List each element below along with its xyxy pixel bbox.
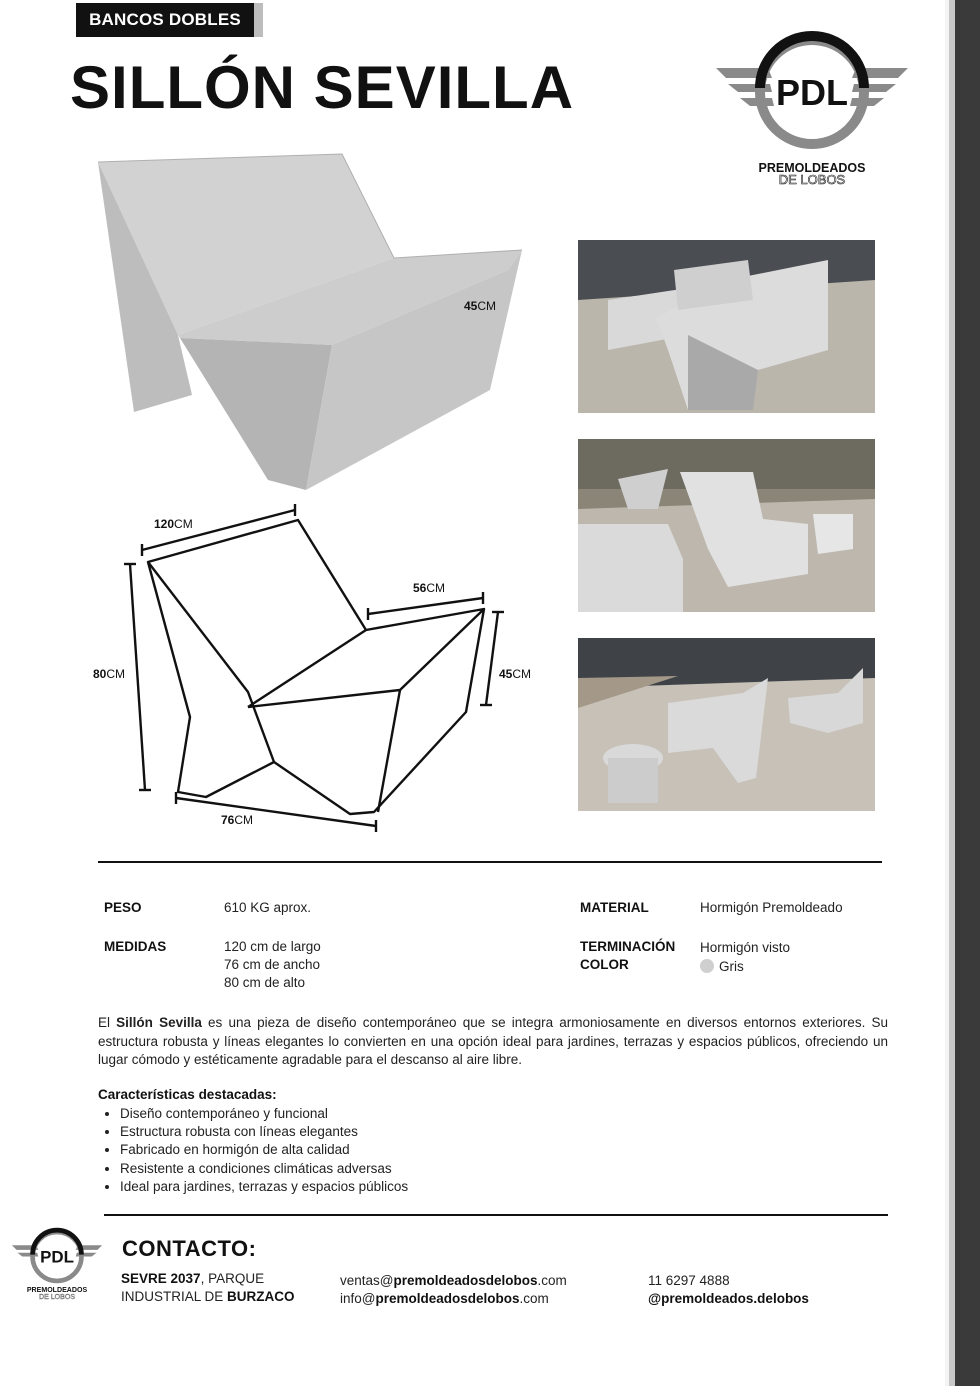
address-city: BURZACO [227, 1289, 295, 1304]
divider-top [98, 861, 882, 863]
feature-item: • Ideal para jardines, terrazas y espacios públicos [120, 1178, 408, 1196]
logo-brand-line1: PREMOLDEADOS [758, 161, 866, 175]
desc-text: es una pieza de diseño contemporáneo que se integra armoniosamente en diversos entornos exteriores. Su estructura robusta y líneas elegantes lo convierten en una opción ideal para jardines, terrazas y espacios públicos, ofreciendo un lugar cómodo y estéticamente agradable para el descanso al aire libre. [98, 1015, 888, 1067]
dim-seat-height-unit: CM [512, 667, 532, 681]
address-line1 [121, 1270, 264, 1288]
svg-text:45CM [464, 299, 496, 313]
feature-item: • Resistente a condiciones climáticas adversas [120, 1160, 408, 1178]
dim-height-unit: CM [106, 667, 126, 681]
phone-number[interactable]: 11 6297 4888 [648, 1273, 730, 1288]
contact-title: CONTACTO: [122, 1236, 257, 1261]
svg-text:45CM [499, 667, 531, 681]
email-sales[interactable] [340, 1272, 567, 1290]
desc-product-name: Sillón Sevilla [116, 1015, 202, 1030]
email-info-domain: premoldeadosdelobos [375, 1291, 520, 1306]
feature-item: • Estructura robusta con líneas elegantes [120, 1123, 408, 1141]
color-value-row [700, 958, 744, 976]
address-prefix: INDUSTRIAL DE [121, 1289, 228, 1304]
contact-logo-brand-line1: PREMOLDEADOS [26, 1287, 88, 1295]
logo-brand-line2: DE LOBOS [778, 172, 846, 187]
dim-depth-unit: CM [426, 581, 446, 595]
material-label: MATERIAL [580, 900, 649, 915]
dim-length-unit: CM [174, 517, 193, 531]
product-photo [92, 150, 528, 495]
color-value: Gris [719, 959, 744, 974]
features-list [98, 1105, 408, 1196]
email-sales-domain: premoldeadosdelobos [393, 1273, 538, 1288]
email-sales-tld: .com [537, 1273, 567, 1288]
material-value: Hormigón Premoldeado [700, 900, 843, 915]
address-line2 [121, 1288, 295, 1306]
svg-text:80CM [93, 667, 125, 681]
photo-dim-value: 45 [464, 299, 478, 313]
finish-value: Hormigón visto [700, 940, 791, 955]
email-info-user: info@ [340, 1291, 376, 1306]
category-badge-edge [254, 3, 263, 37]
product-description [98, 1014, 888, 1070]
color-label: COLOR [580, 957, 629, 972]
email-info-tld: .com [519, 1291, 549, 1306]
svg-text:120CM [154, 517, 193, 531]
feature-item: • Diseño contemporáneo y funcional [120, 1105, 408, 1123]
measures-label: MEDIDAS [104, 939, 167, 954]
gallery-photo-1 [578, 240, 875, 413]
features-title: Características destacadas: [98, 1087, 277, 1102]
logo-text: PDL [776, 72, 848, 113]
dim-width-unit: CM [234, 813, 254, 827]
measures-length: 120 cm de largo [224, 939, 321, 954]
contact-logo [10, 1225, 104, 1303]
svg-text:76CM [221, 813, 253, 827]
dim-seat-height-value: 45 [499, 667, 513, 681]
contact-logo-text: PDL [40, 1247, 74, 1267]
color-swatch-icon [700, 959, 714, 973]
measures-height: 80 cm de alto [224, 975, 306, 990]
photo-dim-unit: CM [477, 299, 497, 313]
email-sales-user: ventas@ [340, 1273, 394, 1288]
divider-bottom [104, 1214, 888, 1216]
svg-text:56CM [413, 581, 445, 595]
dim-depth-value: 56 [413, 581, 427, 595]
address-street: SEVRE 2037 [121, 1271, 201, 1286]
measures-width: 76 cm de ancho [224, 957, 321, 972]
desc-prefix: El [98, 1015, 117, 1030]
feature-item: • Fabricado en hormigón de alta calidad [120, 1141, 408, 1159]
brand-logo [712, 28, 912, 188]
page-title: SILLÓN SEVILLA [70, 54, 575, 121]
social-handle-text: @premoldeados.delobos [648, 1291, 809, 1306]
gallery-photo-3 [578, 638, 875, 811]
dim-width-value: 76 [221, 813, 235, 827]
finish-label: TERMINACIÓN [580, 939, 676, 954]
social-handle[interactable] [648, 1290, 809, 1308]
gallery-photo-2 [578, 439, 875, 612]
page-edge-strip [945, 0, 980, 1386]
weight-value: 610 KG aprox. [224, 900, 312, 915]
dim-length-value: 120 [154, 517, 175, 531]
weight-label: PESO [104, 900, 142, 915]
category-badge: BANCOS DOBLES [76, 3, 254, 37]
dim-height-value: 80 [93, 667, 107, 681]
contact-logo-brand-line2: DE LOBOS [38, 1294, 76, 1302]
dimension-drawing [88, 502, 532, 837]
address-rest: , PARQUE [200, 1271, 265, 1286]
email-info[interactable] [340, 1290, 549, 1308]
